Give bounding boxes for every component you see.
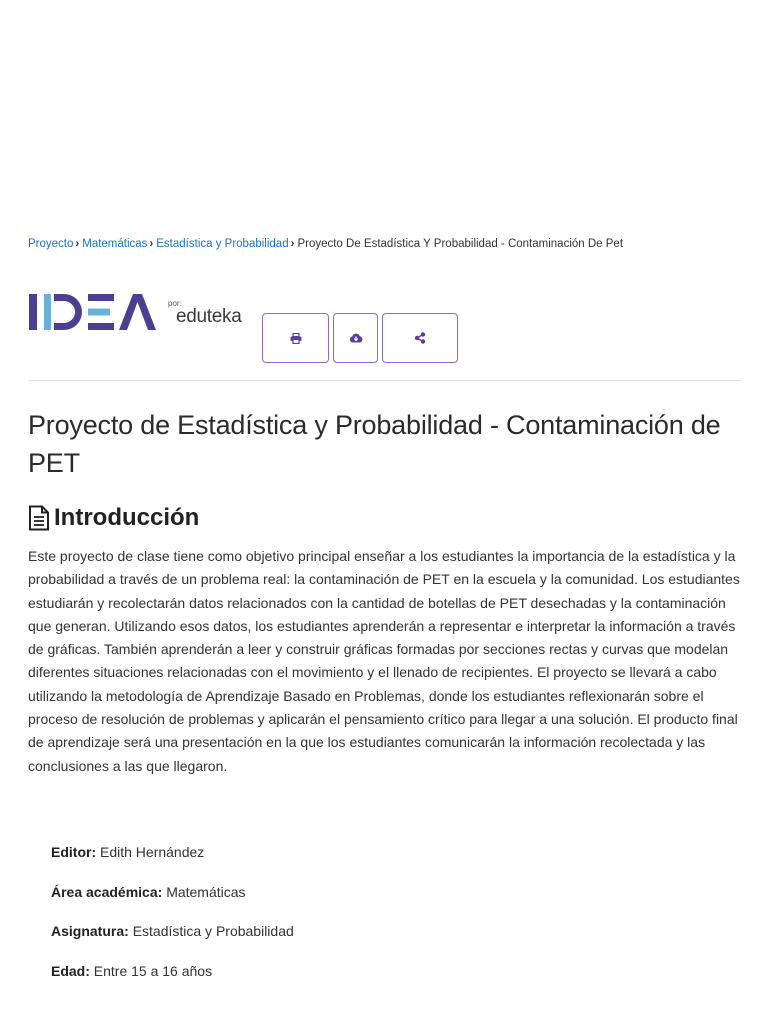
breadcrumb-link-proyecto[interactable]: Proyecto [28, 238, 74, 250]
brand-eduteka: eduteka [176, 306, 242, 327]
chevron-right-icon: › [149, 238, 154, 250]
meta-label: Edad: [51, 962, 90, 979]
breadcrumb-link-matematicas[interactable]: Matemáticas [82, 238, 148, 250]
project-metadata [51, 842, 651, 1000]
meta-label: Editor: [51, 844, 97, 860]
meta-label: Área académica: [51, 883, 163, 900]
meta-edad [51, 961, 651, 1001]
meta-value: Entre 15 a 16 años [93, 962, 213, 979]
meta-area-academica [51, 882, 651, 922]
meta-value: Estadística y Probabilidad [132, 923, 294, 939]
intro-paragraph: Este proyecto de clase tiene como objetivo principal enseñar a los estudiantes la importancia de la estadística y la probabilidad a través de un problema real: la contaminación de PET en la escuela y la comunidad. Los estudiantes estudiarán y recolectarán datos relacionados con la cantidad de botellas de PET desechadas y la contaminación que generan. Utilizando esos datos, los estudiantes aprenderán a representar e interpretar la información a través de gráficas. También aprenderán a leer y construir gráficas formadas por secciones rectas y curvas que modelan diferentes situaciones relacionadas con el movimiento y el llenado de recipientes. El proyecto se llevará a cabo utilizando la metodología de Aprendizaje Basado en Problemas, donde los estudiantes reflexionarán sobre el proceso de resolución de problemas y aplicarán el pensamiento crítico para llegar a una solución. El producto final de aprendizaje será una presentación en la que los estudiantes comunicarán la información recolectada y las conclusiones a las que llegaron. [28, 548, 740, 774]
breadcrumb-current: Proyecto De Estadística Y Probabilidad - Contaminación De Pet [297, 238, 624, 250]
idea-logo-icon [28, 292, 160, 332]
share-icon [414, 332, 426, 344]
breadcrumb [28, 238, 623, 250]
intro-heading-text: Introducción [54, 504, 200, 531]
chevron-right-icon: › [290, 238, 295, 250]
document-icon [28, 505, 50, 531]
print-button[interactable] [262, 313, 329, 363]
page-title: Proyecto de Estadística y Probabilidad - Contaminación de PET [28, 410, 721, 478]
meta-value: Edith Hernández [100, 844, 205, 860]
meta-editor [51, 842, 651, 882]
meta-asignatura [51, 921, 651, 961]
intro-heading [28, 504, 199, 532]
header-divider [28, 380, 742, 381]
chevron-right-icon: › [75, 238, 80, 250]
breadcrumb-link-estadistica[interactable]: Estadística y Probabilidad [156, 238, 289, 250]
print-icon [290, 333, 302, 344]
idea-eduteka-logo[interactable] [28, 292, 258, 336]
share-button[interactable] [382, 313, 458, 363]
cloud-download-icon [349, 333, 363, 343]
brand-por: por: [168, 299, 182, 308]
download-button[interactable] [333, 313, 378, 363]
action-toolbar [262, 313, 458, 363]
meta-label: Asignatura: [51, 923, 129, 939]
meta-value: Matemáticas [166, 883, 246, 900]
